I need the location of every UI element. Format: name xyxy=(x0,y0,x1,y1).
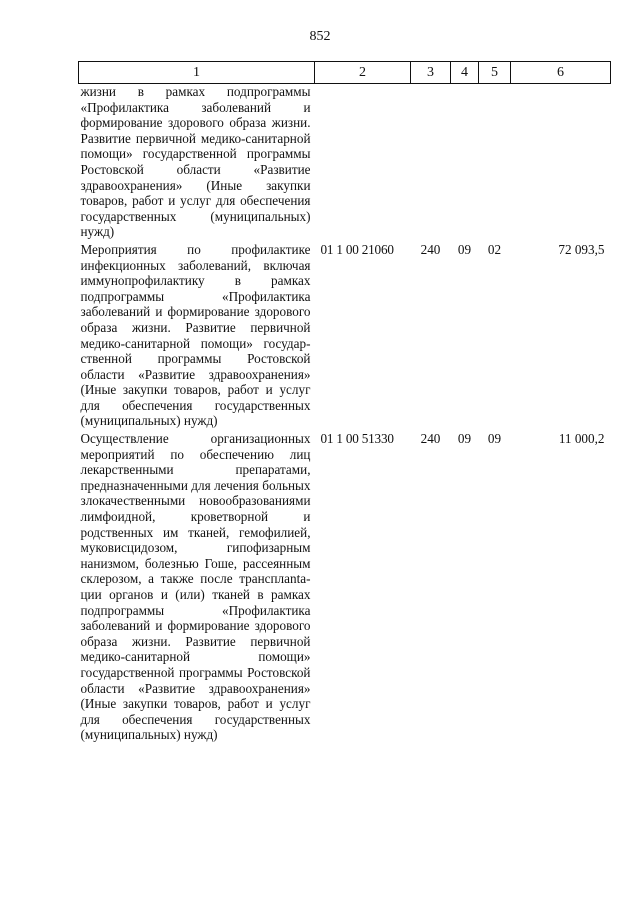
table-header xyxy=(79,62,611,84)
row-description: жизни в рамках подпрограммы «Профилактика заболеваний и формирование здорового образа жизни. Развитие первичной медико-санитарной помощи» государственной программы Ростовской области «Развитие здравоохранения» (Иные закупки товаров, работ и услуг для обеспечения государственных (муниципальных) нужд) xyxy=(80,84,311,240)
page-number: 852 xyxy=(309,29,331,44)
row-amount xyxy=(511,84,611,240)
row-expense-type xyxy=(411,84,451,240)
row-subsection xyxy=(479,84,511,240)
table-row xyxy=(79,240,611,429)
budget-table xyxy=(78,61,611,743)
header-row xyxy=(79,62,611,84)
row-expense-type: 240 xyxy=(420,241,441,257)
row-amount: 72 093,5 xyxy=(558,241,605,257)
row-expense-type: 240 xyxy=(420,431,441,447)
header-col-5: 5 xyxy=(479,62,511,84)
row-subsection: 09 xyxy=(487,431,502,447)
header-col-4: 4 xyxy=(451,62,479,84)
row-target-code: 01 1 00 21060 xyxy=(320,241,394,257)
row-description: Мероприятия по профилактике инфекционных заболеваний, включая иммунопрофилактику в рамках подпрограммы «Профилактика заболеваний и формирование здорового образа жизни. Развитие первичной медико-санитарной помощи» государственной программы Ростовской области «Развитие здравоохранения» (Иные закупки товаров, работ и услуг для обеспечения государственных (муниципальных) нужд) xyxy=(80,241,311,429)
row-subsection: 02 xyxy=(487,241,502,257)
header-col-3: 3 xyxy=(411,62,451,84)
header-col-6: 6 xyxy=(511,62,611,84)
row-target-code xyxy=(315,84,411,240)
row-description: Осуществление организационных мероприятий по обеспечению лиц лекарственными препаратами, предназначенными для лечения больных злокачественными новообразованиями лимфоидной, кроветворной и родственных им тканей, гемофилией, муковисцидозом, гипофизарным нанизмом, болезнью Гоше, рассеянным склерозом, а также после трансплantaции органов и (или) тканей в рамках подпрограммы «Профилактика заболеваний и формирование здорового образа жизни. Развитие первичной медико-санитарной помощи» государственной программы Ростовской области «Развитие здравоохранения» (Иные закупки товаров, работ и услуг для обеспечения государственных (муниципальных) нужд) xyxy=(80,431,311,743)
table-body xyxy=(79,84,611,743)
table-row xyxy=(79,429,611,743)
row-section: 09 xyxy=(457,241,472,257)
header-col-2: 2 xyxy=(315,62,411,84)
header-col-1: 1 xyxy=(79,62,315,84)
row-amount: 11 000,2 xyxy=(558,431,605,447)
row-target-code: 01 1 00 51330 xyxy=(320,431,394,447)
table-row xyxy=(79,84,611,240)
row-section: 09 xyxy=(457,431,472,447)
row-section xyxy=(451,84,479,240)
